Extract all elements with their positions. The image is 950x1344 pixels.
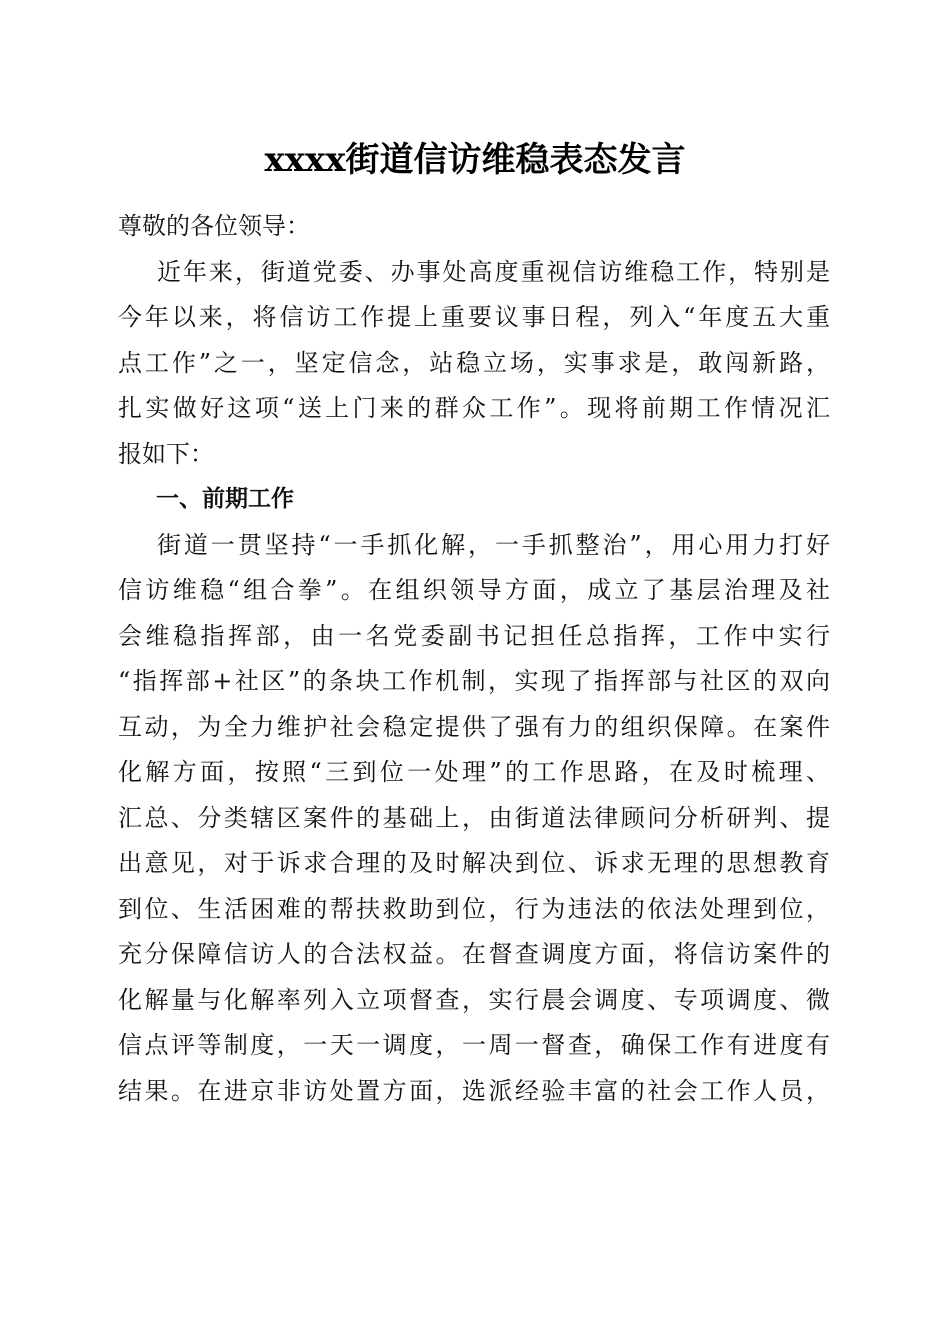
document-body — [118, 204, 830, 1114]
salutation: 尊敬的各位领导： — [118, 212, 310, 240]
text-line: 扎实做好这项“送上门来的群众工作”。现将前期工作情况汇 — [118, 394, 830, 422]
text-line: 结果。在进京非访处置方面，选派经验丰富的社会工作人员， — [118, 1076, 830, 1105]
text-line: 出意见，对于诉求合理的及时解决到位、诉求无理的思想教育 — [118, 849, 830, 877]
text-line: 互动，为全力维护社会稳定提供了强有力的组织保障。在案件 — [118, 712, 830, 741]
document-title: xxxx街道信访维稳表态发言 — [264, 140, 686, 180]
section-heading: 一、前期工作 — [156, 486, 294, 512]
text-line: 会维稳指挥部，由一名党委副书记担任总指挥，工作中实行 — [118, 621, 830, 650]
text-line: 信访维稳“组合拳”。在组织领导方面，成立了基层治理及社 — [118, 576, 830, 604]
paragraph-intro — [118, 250, 830, 478]
text-line: 信点评等制度，一天一调度，一周一督查，确保工作有进度有 — [118, 1031, 830, 1059]
text-line: 今年以来，将信访工作提上重要议事日程，列入“年度五大重 — [118, 303, 830, 331]
text-line: 街道一贯坚持“一手抓化解，一手抓整治”，用心用力打好 — [157, 530, 830, 559]
text-line: 报如下： — [118, 439, 214, 468]
text-line: 充分保障信访人的合法权益。在督查调度方面，将信访案件的 — [118, 940, 830, 968]
text-line: 化解量与化解率列入立项督查，实行晨会调度、专项调度、微 — [118, 985, 830, 1014]
text-line: 汇总、分类辖区案件的基础上，由街道法律顾问分析研判、提 — [118, 803, 830, 832]
text-line: 近年来，街道党委、办事处高度重视信访维稳工作，特别是 — [157, 257, 830, 286]
paragraph-previous-work — [118, 523, 830, 1115]
text-line: “指挥部+社区”的条块工作机制，实现了指挥部与社区的双向 — [118, 667, 830, 695]
text-line: 点工作”之一，坚定信念，站稳立场，实事求是，敢闯新路， — [118, 348, 830, 377]
text-line: 化解方面，按照“三到位一处理”的工作思路，在及时梳理、 — [118, 758, 830, 786]
text-line: 到位、生活困难的帮扶救助到位，行为违法的依法处理到位， — [118, 894, 830, 923]
